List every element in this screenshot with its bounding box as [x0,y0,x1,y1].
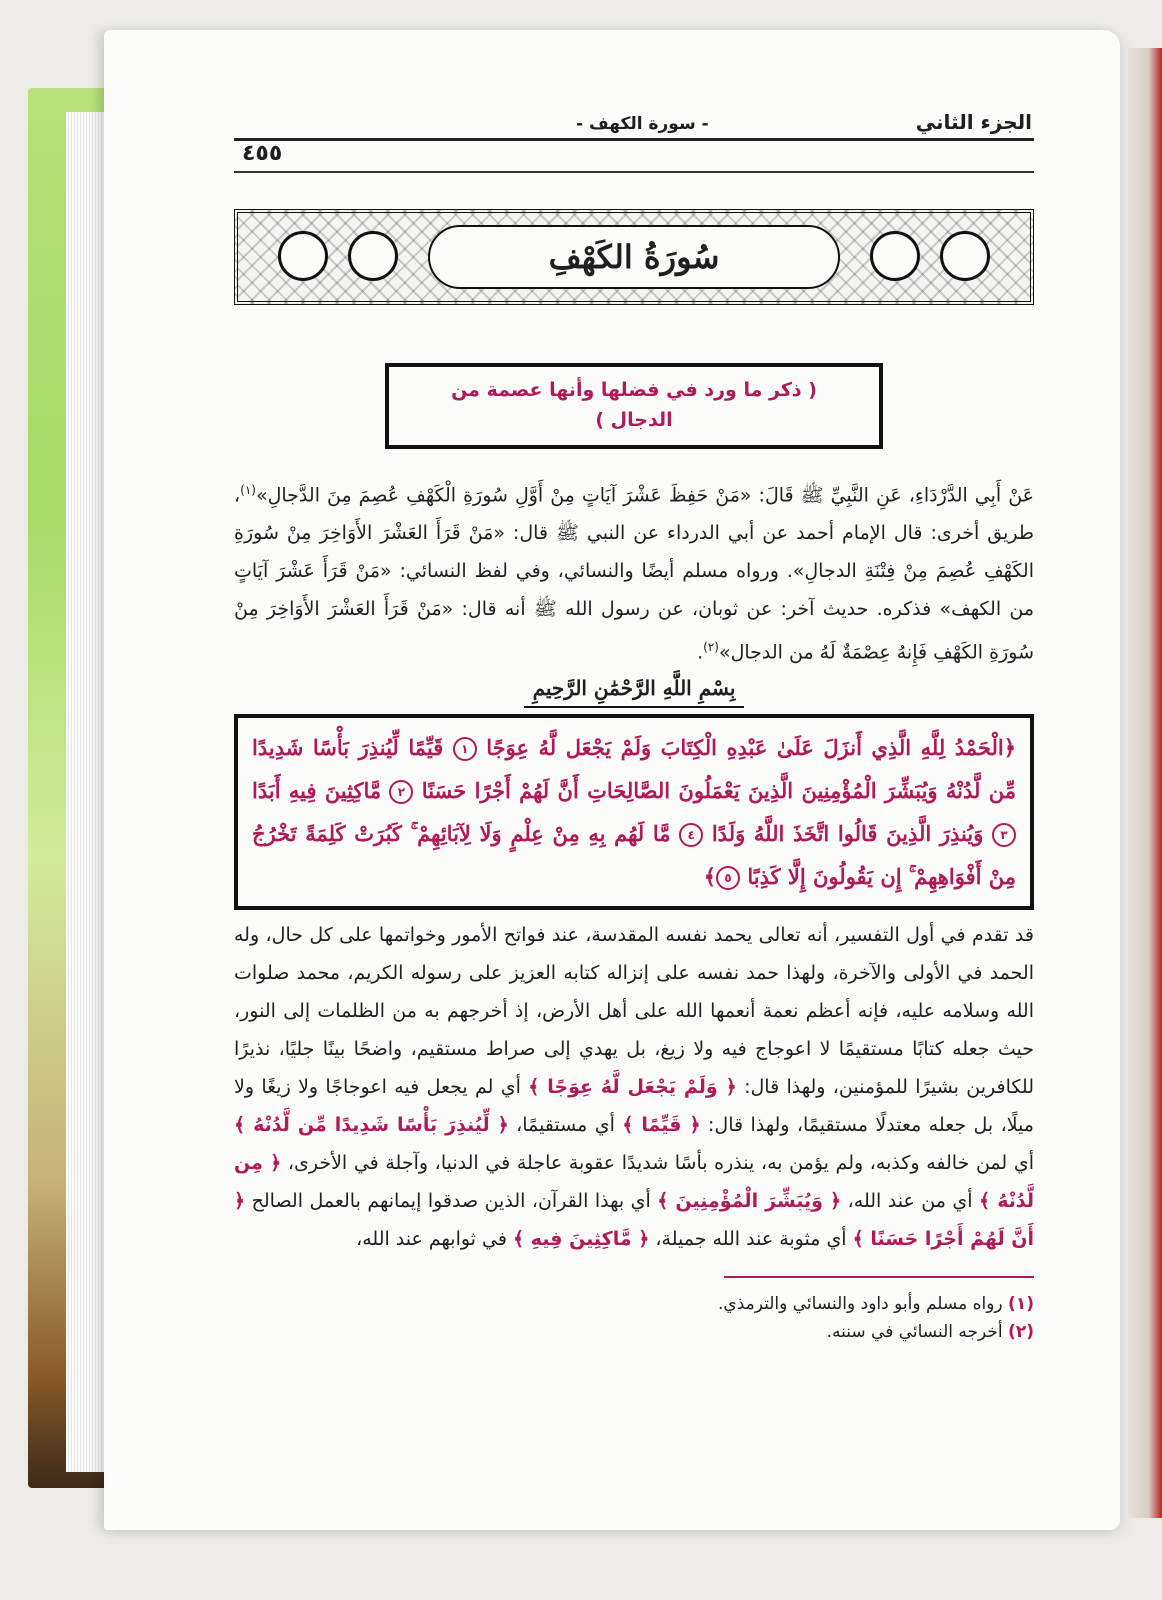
tafsir-quote-7: ﴿ مَّاكِثِينَ فِيهِ ﴾ [512,1227,650,1250]
footnote-ref-2: (٢) [703,640,719,655]
verse-2: قَيِّمًا لِّيُنذِرَ بَأْسًا شَدِيدًا مِّن لَّدُنْهُ وَيُبَشِّرَ الْمُؤْمِنِينَ الَّذِينَ يَعْمَلُونَ الصَّالِحَاتِ أَنَّ لَهُمْ أَجْرًا حَسَنًا [252,734,1016,803]
page-number-rule [234,171,1034,173]
verse-number-5: ٥ [716,866,740,890]
tafsir-text-1: قد تقدم في أول التفسير، أنه تعالى يحمد نفسه المقدسة، عند فواتح الأمور وخواتمها على كل حال، وله الحمد في الأولى والآخرة، ولهذا حمد نفسه على إنزاله كتابه العزيز على رسوله الكريم، محمد صلوات الله وسلامه عليه، فإنه أعظم نعمة أنعمها الله على أهل الأرض، إذ أخرجهم به من الظلمات إلى النور، حيث جعله كتابًا مستقيمًا لا اعوجاج فيه ولا زيغ، بل يهدي إلى صراط مستقيم، واضحًا بينًا جليًا، نذيرًا للكافرين بشيرًا للمؤمنين، ولهذا قال: [234,923,1034,1098]
page-stack [66,112,106,1472]
page-number-row [234,141,1034,171]
tafsir-quote-1: ﴿ وَلَمْ يَجْعَل لَّهُ عِوَجًا ﴾ [528,1075,737,1098]
verse-close: ﴾ [703,863,717,889]
quran-verses-box [234,714,1034,910]
book-page [104,30,1120,1530]
footnote-text: أخرجه النسائي في سننه. [826,1321,1003,1342]
intro-hadith-1: عَنْ أَبِي الدَّرْدَاءِ، عَنِ النَّبِيِّ ﷺ قَالَ: «مَنْ حَفِظَ عَشْرَ آيَاتٍ مِنْ أَوَّلِ سُورَةِ الْكَهْفِ عُصِمَ مِنَ الدَّجالِ» [255,484,1034,507]
surah-banner [234,209,1034,305]
footnote-ref-1: (١) [240,483,256,497]
verse-number-4: ٤ [679,823,703,847]
verse-number-2: ٢ [389,780,413,804]
part-label: الجزء الثاني [915,110,1032,134]
footnote-number: (١) [1008,1293,1034,1314]
ornament-knot [870,231,920,281]
ornament-knot [348,231,398,281]
tafsir-text-8: في ثوابهم عند الله، [356,1227,507,1250]
intro-hadith-2: طريق أخرى: قال الإمام أحمد عن أبي الدرداء عن النبي ﷺ قال: «مَنْ قَرَأَ العَشْرَ الأَوَاخِرَ مِنْ سُورَةِ الكَهْفِ عُصِمَ مِنْ فِتْنَةِ الدجالِ». ورواه مسلم أيضًا والنسائي، وفي لفظ النسائي: «مَنْ قَرَأَ عَشْرَ آيَاتٍ من الكهف» فذكره. حديث آخر: عن ثوبان، عن رسول الله ﷺ أنه قال: «مَنْ قَرَأَ العَشْرَ الأَوَاخِرَ مِنْ سُورَةِ الكَهْفِ فَإِنهُ عِصْمَةٌ لَهُ من الدجال» [234,522,1034,664]
page-content [234,100,1034,1346]
section-heading [385,363,883,449]
tafsir-text-2: أي لم يجعل فيه اعوجاجًا ولا زيغًا ولا ميلًا، بل جعله معتدلًا مستقيمًا، ولهذا قال: [234,1075,1034,1136]
banner-cartouche [428,225,840,289]
verse-5: مَّا لَهُم بِهِ مِنْ عِلْمٍ وَلَا لِآبَائِهِمْ ۚ كَبُرَتْ كَلِمَةً تَخْرُجُ مِنْ أَفْوَاهِهِمْ ۚ إِن يَقُولُونَ إِلَّا كَذِبًا [252,820,1016,889]
surah-title: سُورَةُ الكَهْفِ [548,238,720,276]
tafsir-paragraph [234,916,1034,1258]
footnote-number: (٢) [1008,1321,1034,1342]
verse-3: مَّاكِثِينَ فِيهِ أَبَدًا [252,777,382,803]
tafsir-quote-4: ﴿ مِن لَّدُنْهُ ﴾ [234,1151,1034,1212]
tafsir-text-6: أي بهذا القرآن، الذين صدقوا إيمانهم بالعمل الصالح [251,1189,651,1212]
tafsir-quote-2: ﴿ قَيِّمًا ﴾ [622,1113,701,1136]
section-heading-line2: الدجال ) [595,409,673,431]
tafsir-text-3: أي مستقيمًا، [516,1113,615,1136]
tafsir-text-5: أي من عند الله، [847,1189,973,1212]
book-cover-right [1128,48,1162,1518]
verse-number-1: ١ [453,737,477,761]
verse-1: ﴿الْحَمْدُ لِلَّهِ الَّذِي أَنزَلَ عَلَىٰ عَبْدِهِ الْكِتَابَ وَلَمْ يَجْعَل لَّهُ عِوَجًا [486,734,1016,760]
verse-number-3: ٣ [992,823,1016,847]
running-header [234,100,1034,134]
ornament-knot [278,231,328,281]
footnote-1 [234,1290,1034,1318]
intro-paragraph: عَنْ أَبِي الدَّرْدَاءِ، عَنِ النَّبِيِّ ﷺ قَالَ: «مَنْ حَفِظَ عَشْرَ آيَاتٍ مِنْ أَوَّلِ سُورَةِ الْكَهْفِ عُصِمَ مِنَ الدَّجالِ»$^{(١)}$، طريق أخرى: قال الإمام أحمد عن أبي الدرداء عن النبي ﷺ قال: «مَنْ قَرَأَ العَشْرَ الأَوَاخِرَ مِنْ سُورَةِ الكَهْفِ عُصِمَ مِنْ فِتْنَةِ الدجالِ». ورواه مسلم أيضًا والنسائي، وفي لفظ النسائي: «مَنْ قَرَأَ عَشْرَ آيَاتٍ من الكهف» فذكره. حديث آخر: عن ثوبان، عن رسول الله ﷺ أنه قال: «مَنْ قَرَأَ العَشْرَ الأَوَاخِرَ مِنْ سُورَةِ الكَهْفِ فَإِنهُ عِصْمَةٌ لَهُ من الدجال»$^{(٢)}$. [234,483,1034,664]
ornament-knot [940,231,990,281]
footnote-rule [724,1276,1034,1278]
footnote-2 [234,1318,1034,1346]
section-heading-line1: ( ذكر ما ورد في فضلها وأنها عصمة من [451,379,817,401]
verse-4: وَيُنذِرَ الَّذِينَ قَالُوا اتَّخَذَ اللَّهُ وَلَدًا [711,820,984,846]
tafsir-quote-5: ﴿ وَيُبَشِّرَ الْمُؤْمِنِينَ ﴾ [657,1189,842,1212]
tafsir-text-4: أي لمن خالفه وكذبه، ولم يؤمن به، ينذره بأسًا شديدًا عقوبة عاجلة في الدنيا، وآجلة في الأخرى، [287,1151,1034,1174]
page-number: ٤٥٥ [242,141,283,166]
basmala: بِسْمِ اللَّهِ الرَّحْمَٰنِ الرَّحِيمِ [524,676,744,708]
tafsir-text-7: أي مثوبة عند الله جميلة، [655,1227,847,1250]
footnote-text: رواه مسلم وأبو داود والنسائي والترمذي. [717,1293,1003,1314]
surah-label: - سورة الكهف - [576,114,709,134]
tafsir-quote-3: ﴿ لِّيُنذِرَ بَأْسًا شَدِيدًا مِّن لَّدُنْهُ ﴾ [234,1113,509,1136]
tafsir-quote-6: ﴿ أَنَّ لَهُمْ أَجْرًا حَسَنًا ﴾ [234,1189,1034,1250]
